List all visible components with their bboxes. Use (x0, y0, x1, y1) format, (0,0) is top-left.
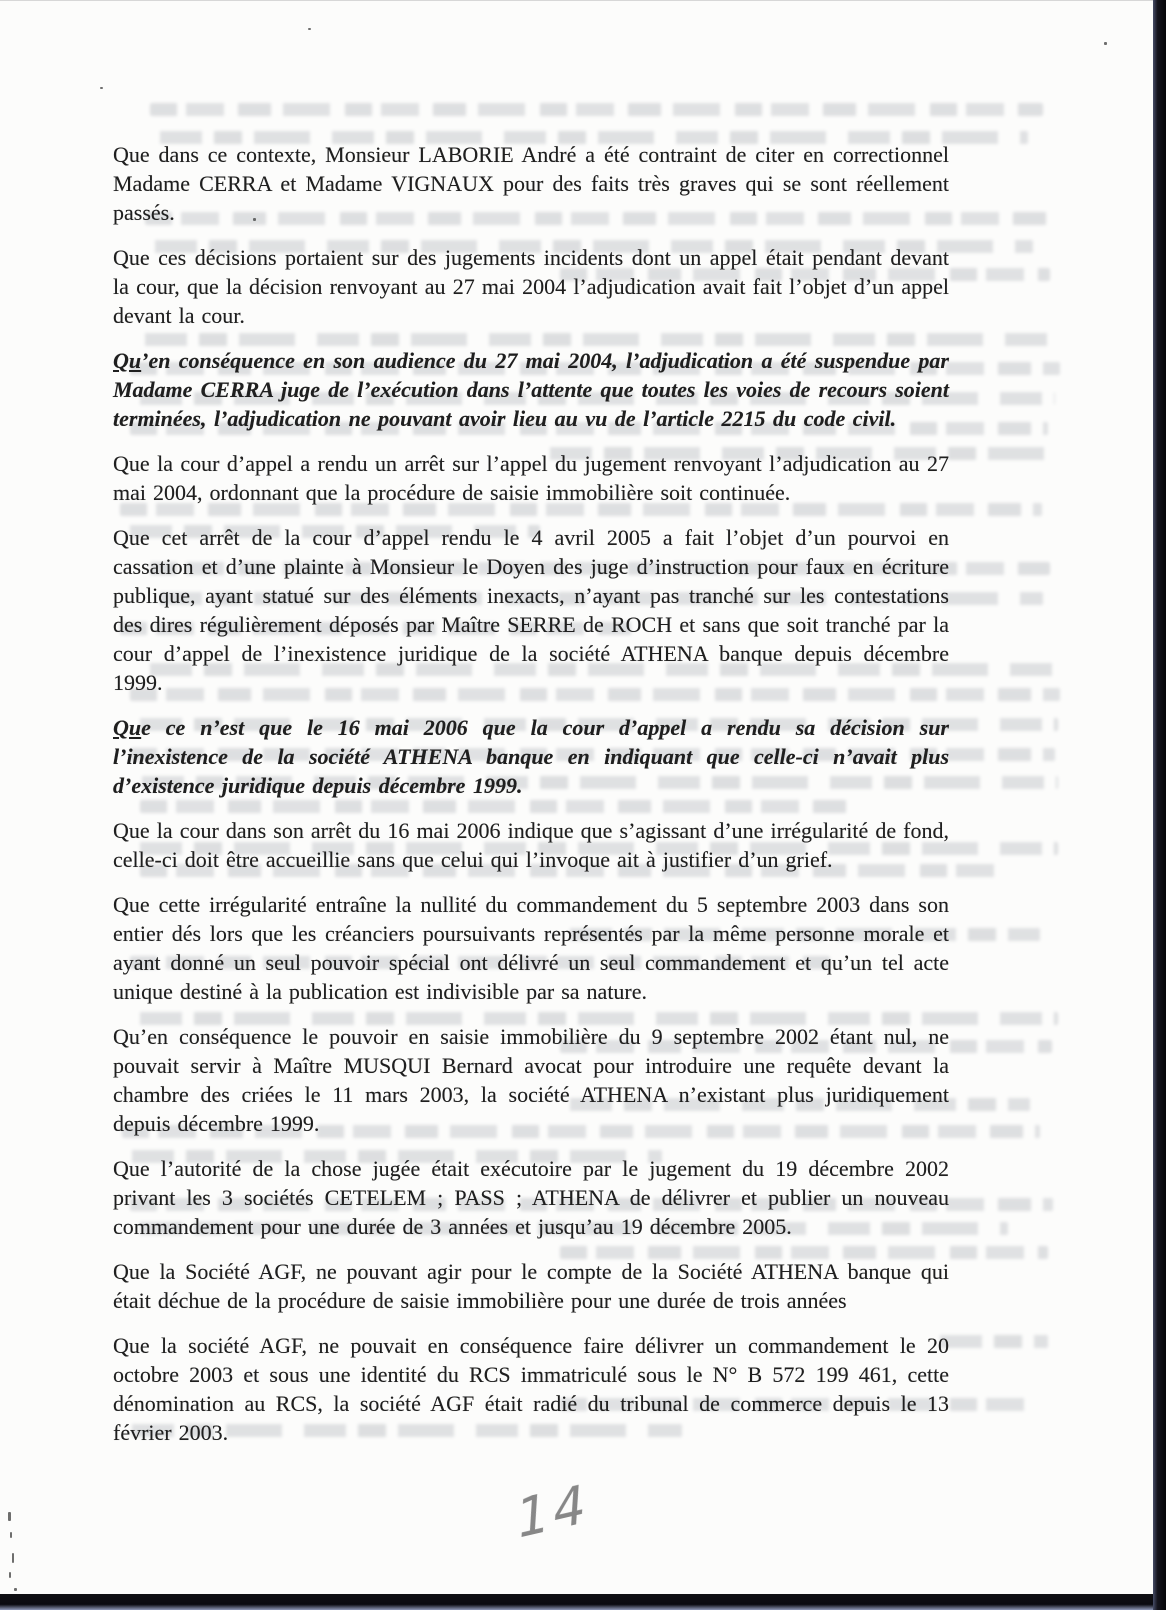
paragraph-text: e ce n’est que le 16 mai 2006 que la cour d’appel a rendu sa décision sur l’inexistence de la société ATHENA banque en indiquant que celle-ci n’avait plus d’existence juridique depuis décembre 1999. (113, 715, 949, 798)
scan-speck (10, 1532, 12, 1538)
scan-speck (14, 1588, 17, 1591)
scan-speck (308, 28, 311, 30)
paragraph-text: Que la cour dans son arrêt du 16 mai 2006 indique que s’agissant d’une irrégularité de fond, celle-ci doit être accueillie sans que celui qui l’invoque ait à justifier d’un grief. (113, 818, 949, 872)
scan-speck (1104, 42, 1107, 45)
scan-speck (253, 218, 256, 221)
paragraph-text: Que dans ce contexte, Monsieur LABORIE André a été contraint de citer en correctionnel Madame CERRA et Madame VIGNAUX pour des faits très graves qui se sont réellement passés. (113, 142, 949, 225)
paragraph (113, 243, 949, 330)
scan-speck (12, 1553, 14, 1563)
paragraph (113, 1257, 949, 1315)
paragraph-text: Que ces décisions portaient sur des jugements incidents dont un appel était pendant devant la cour, que la décision renvoyant au 27 mai 2004 l’adjudication avait fait l’objet d’un appel devant la cour. (113, 245, 949, 328)
scan-border-bottom (0, 1594, 1166, 1610)
paragraph-text: Que cet arrêt de la cour d’appel rendu le 4 avril 2005 a fait l’objet d’un pourvoi en cassation et d’une plainte à Monsieur le Doyen des juge d’instruction pour faux en écriture publique, ayant statué sur des éléments inexacts, n’ayant pas tranché sur les contestations des dires régulièrement déposés par Maître SERRE de ROCH et sans que soit tranché par la cour d’appel de l’inexistence juridique de la société ATHENA banque depuis décembre 1999. (113, 525, 949, 695)
paragraph-text: Que la société AGF, ne pouvait en conséquence faire délivrer un commandement le 20 octobre 2003 et sous une identité du RCS immatriculé sous le N° B 572 199 461, cette dénomination au RCS, la société AGF était radié du tribunal de commerce depuis le 13 février 2003. (113, 1333, 949, 1445)
paragraph-text: Que la Société AGF, ne pouvant agir pour le compte de la Société ATHENA banque qui était déchue de la procédure de saisie immobilière pour une durée de trois années (113, 1259, 949, 1313)
paragraph (113, 140, 949, 227)
scan-speck (100, 87, 103, 89)
paragraph-text: Que cette irrégularité entraîne la nullité du commandement du 5 septembre 2003 dans son entier dés lors que les créanciers poursuivants représentés par la même personne morale et ayant donné un seul pouvoir spécial ont délivré un seul commandement et qu’un tel acte unique destiné à la publication est indivisible par sa nature. (113, 892, 949, 1004)
handwritten-page-number: 14 (513, 1473, 593, 1551)
paragraph (113, 1331, 949, 1447)
paragraph (113, 523, 949, 697)
paragraph-text: Que l’autorité de la chose jugée était exécutoire par le jugement du 19 décembre 2002 privant les 3 sociétés CETELEM ; PASS ; ATHENA de délivrer et publier un nouveau commandement pour une durée de 3 années et jusqu’au 19 décembre 2005. (113, 1156, 949, 1239)
scan-speck (9, 1572, 11, 1578)
paragraph-text: Que la cour d’appel a rendu un arrêt sur l’appel du jugement renvoyant l’adjudication au 27 mai 2004, ordonnant que la procédure de saisie immobilière soit continuée. (113, 451, 949, 505)
scan-speck (8, 1512, 11, 1521)
paragraph-emphasized (113, 713, 949, 800)
document-body (113, 140, 949, 1463)
underlined-prefix: Qu (113, 348, 142, 373)
underlined-prefix: Qu (113, 715, 142, 740)
paragraph (113, 1022, 949, 1138)
scan-border-right (1153, 0, 1166, 1610)
bleedthrough-text-line (150, 103, 1043, 116)
paragraph-text: ’en conséquence en son audience du 27 mai 2004, l’adjudication a été suspendue par Madame CERRA juge de l’exécution dans l’attente que toutes les voies de recours soient terminées, l’adjudication ne pouvant avoir lieu au vu de l’article 2215 du code civil. (113, 348, 949, 431)
paragraph (113, 449, 949, 507)
paragraph-emphasized (113, 346, 949, 433)
paragraph-text: Qu’en conséquence le pouvoir en saisie immobilière du 9 septembre 2002 étant nul, ne pouvait servir à Maître MUSQUI Bernard avocat pour introduire une requête devant la chambre des criées le 11 mars 2003, la société ATHENA n’existant plus juridiquement depuis décembre 1999. (113, 1024, 949, 1136)
paragraph (113, 816, 949, 874)
paragraph (113, 1154, 949, 1241)
paragraph (113, 890, 949, 1006)
